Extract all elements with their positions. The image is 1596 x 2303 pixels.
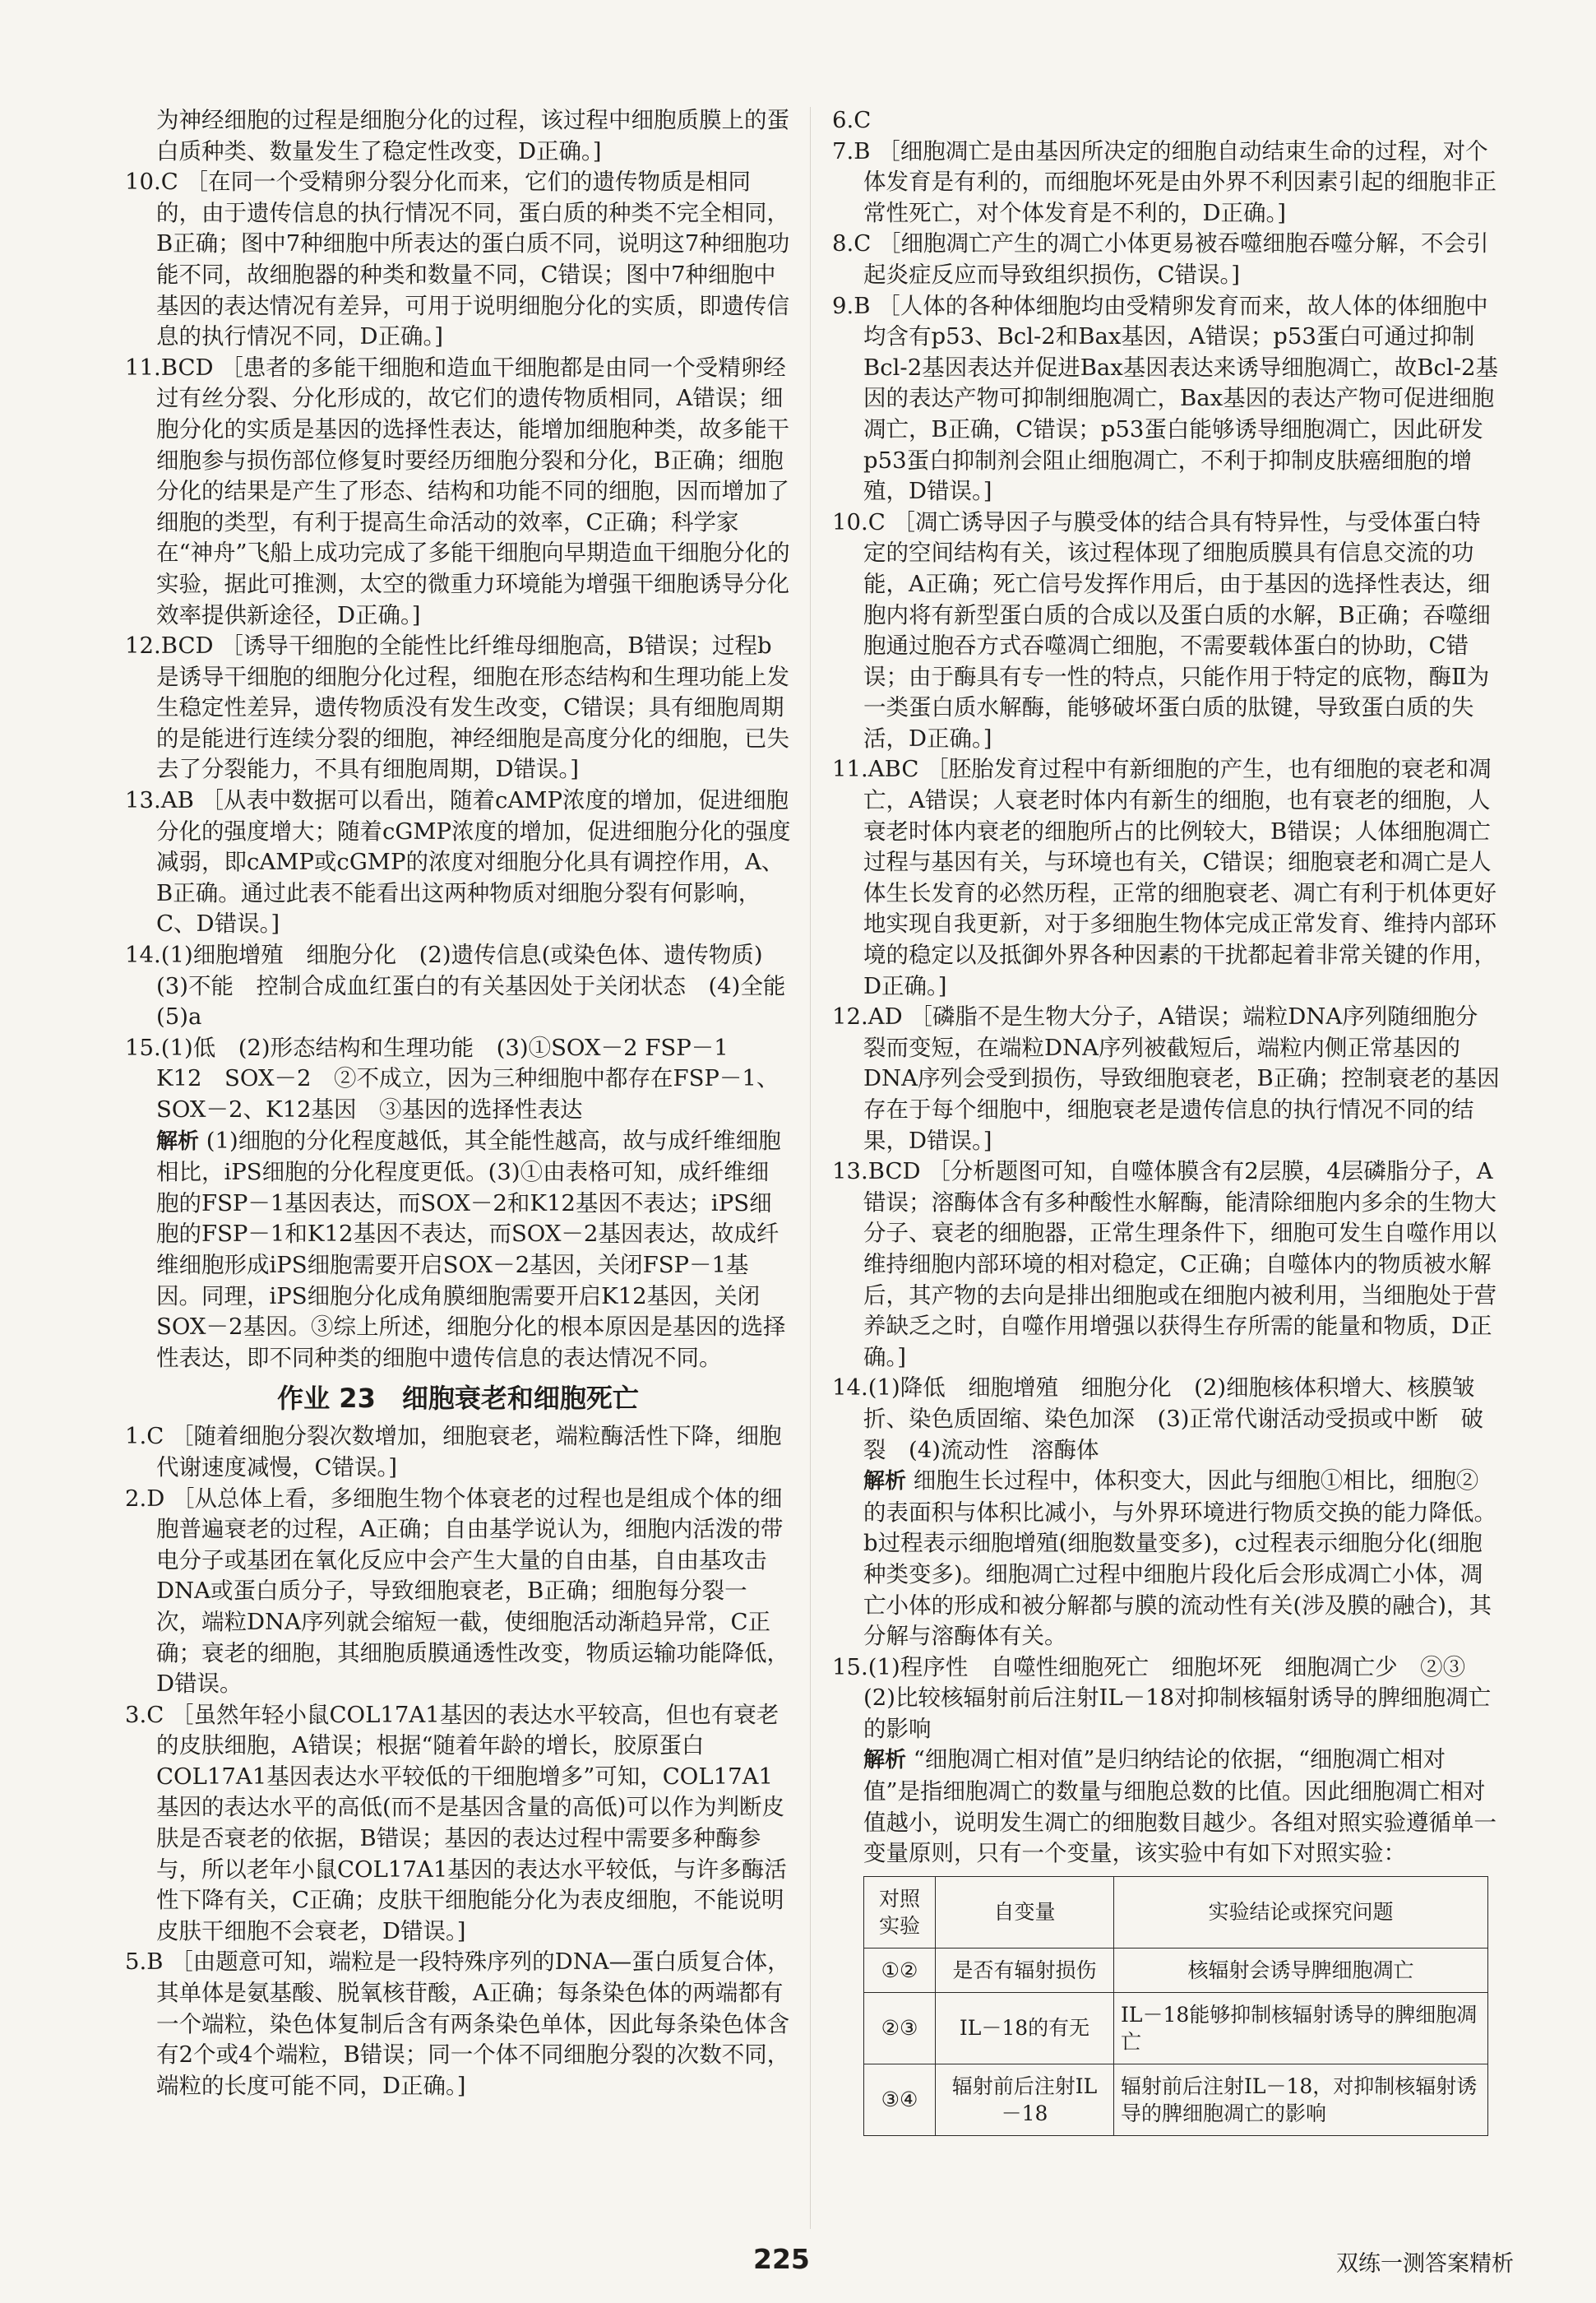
book-title: 双练一测答案精析	[1336, 2251, 1514, 2277]
answer-9-continuation: 为神经细胞的过程是细胞分化的过程，该过程中细胞质膜上的蛋白质种类、数量发生了稳定性改变，D正确。]	[156, 107, 789, 164]
table-cell: ③④	[864, 2064, 936, 2135]
table-header: 对照实验	[864, 1876, 936, 1948]
analysis-label: 解析	[156, 1128, 200, 1154]
s-answer-2: 2.D ［从总体上看，多细胞生物个体衰老的过程也是组成个体的细胞普遍衰老的过程，A正确；自由基学说认为，细胞内活泼的带电分子或基团在氧化反应中会产生大量的自由基，自由基攻击DNA或蛋白质分子，导致细胞衰老，B正确；细胞每分裂一次，端粒DNA序列就会缩短一截，使细胞活动渐趋异常，C正确；衰老的细胞，其细胞质膜通透性改变，物质运输功能降低，D错误。	[125, 1485, 789, 1698]
analysis-label: 解析	[863, 1748, 907, 1773]
s-answer-10: 10.C ［凋亡诱导因子与膜受体的结合具有特异性，与受体蛋白特定的空间结构有关，该过程体现了细胞质膜具有信息交流的功能，A正确；死亡信号发挥作用后，由于基因的选择性表达，细胞内将有新型蛋白质的合成以及蛋白质的水解，B正确；吞噬细胞通过胞吞方式吞噬凋亡细胞，不需要载体蛋白的协助，C错误；由于酶具有专一性的特点，只能作用于特定的底物，酶Ⅱ为一类蛋白质水解酶，能够破坏蛋白质的肽键，导致蛋白质的失活，D正确。]	[832, 508, 1491, 752]
answer-15: 15.(1)低 (2)形态结构和生理功能 (3)①SOX－2 FSP－1 K12 SOX－2 ②不成立，因为三种细胞中都存在FSP－1、SOX－2、K12基因 ③基因的选择性表达	[125, 1034, 779, 1123]
table-cell: IL－18的有无	[936, 1992, 1114, 2064]
analysis-15-right	[832, 1745, 1500, 1869]
s-answer-1: 1.C ［随着细胞分裂次数增加，细胞衰老，端粒酶活性下降，细胞代谢速度减慢，C错误。]	[125, 1423, 782, 1480]
table-cell: 辐射前后注射IL－18	[936, 2064, 1114, 2135]
s-answer-5: 5.B ［由题意可知，端粒是一段特殊序列的DNA—蛋白质复合体，其单体是氨基酸、脱氧核苷酸，A正确；每条染色体的两端都有一个端粒，染色体复制后含有两条染色单体，因此每条染色体含有2个或4个端粒，B错误；同一个体不同细胞分裂的次数不同，端粒的长度可能不同，D正确。]	[125, 1949, 790, 2099]
table-row	[864, 1948, 1488, 1992]
table-cell: 核辐射会诱导脾细胞凋亡	[1114, 1948, 1488, 1992]
s-answer-6: 6.C	[832, 107, 872, 133]
left-column	[125, 105, 808, 2101]
answer-10: 10.C ［在同一个受精卵分裂分化而来，它们的遗传物质是相同的，由于遗传信息的执行情况不同，蛋白质的种类不完全相同，B正确；图中7种细胞中所表达的蛋白质不同，说明这7种细胞功能不同，故细胞器的种类和数量不同，C错误；图中7种细胞中基因的表达情况有差异，可用于说明细胞分化的实质，即遗传信息的执行情况不同，D正确。]	[125, 169, 790, 350]
analysis-label: 解析	[863, 1469, 907, 1494]
table-cell: ②③	[864, 1992, 936, 2064]
answer-11: 11.BCD ［患者的多能干细胞和造血干细胞都是由同一个受精卵经过有丝分裂、分化形成的，故它们的遗传物质相同，A错误；细胞分化的实质是基因的选择性表达，能增加细胞种类，故多能干细胞参与损伤部位修复时要经历细胞分裂和分化，B正确；细胞分化的结果是产生了形态、结构和功能不同的细胞，因而增加了细胞的类型，有利于提高生命活动的效率，C正确；科学家在“神舟”飞船上成功完成了多能干细胞向早期造血干细胞分化的实验，据此可推测，太空的微重力环境能为增强干细胞诱导分化效率提供新途径，D正确。]	[125, 354, 790, 628]
s-answer-3: 3.C ［虽然年轻小鼠COL17A1基因的表达水平较高，但也有衰老的皮肤细胞，A错误；根据“随着年龄的增长，胶原蛋白COL17A1基因表达水平较低的干细胞增多”可知，COL17A1基因的表达水平的高低(而不是基因含量的高低)可以作为判断皮肤是否衰老的依据，B错误；基因的表达过程中需要多种酶参与，所以老年小鼠COL17A1基因的表达水平较低，与许多酶活性下降有关，C正确；皮肤干细胞能分化为表皮细胞，不能说明皮肤干细胞不会衰老，D错误。]	[125, 1701, 787, 1944]
s-answer-14: 14.(1)降低 细胞增殖 细胞分化 (2)细胞核体积增大、核膜皱折、染色质固缩、染色加深 (3)正常代谢活动受损或中断 破裂 (4)流动性 溶酶体	[832, 1374, 1483, 1463]
answer-12: 12.BCD ［诱导干细胞的全能性比纤维母细胞高，B错误；过程b是诱导干细胞的细胞分化过程，细胞在形态结构和生理功能上发生稳定性差异，遗传物质没有发生改变，C错误；具有细胞周期的是能进行连续分裂的细胞，神经细胞是高度分化的细胞，已失去了分裂能力，不具有细胞周期，D错误。]	[125, 633, 789, 783]
section-title: 作业 23 细胞衰老和细胞死亡	[277, 1383, 639, 1415]
table-cell: ①②	[864, 1948, 936, 1992]
analysis-15	[125, 1126, 791, 1374]
table-header: 实验结论或探究问题	[1114, 1876, 1488, 1948]
s-answer-12: 12.AD ［磷脂不是生物大分子，A错误；端粒DNA序列随细胞分裂而变短，在端粒DNA序列被截短后，端粒内侧正常基因的DNA序列会受到损伤，导致细胞衰老，B正确；控制衰老的基因存在于每个细胞中，细胞衰老是遗传信息的执行情况不同的结果，D错误。]	[832, 1003, 1500, 1154]
experiment-table	[863, 1876, 1488, 2136]
answer-14: 14.(1)细胞增殖 细胞分化 (2)遗传信息(或染色体、遗传物质) (3)不能 控制合成血红蛋白的有关基因处于关闭状态 (4)全能 (5)a	[125, 942, 808, 1031]
analysis-text: “细胞凋亡相对值”是归纳结论的依据，“细胞凋亡相对值”是指细胞凋亡的数量与细胞总数的比值。因此细胞凋亡相对值越小，说明发生凋亡的细胞数目越少。各组对照实验遵循单一变量原则，只有一个变量，该实验中有如下对照实验：	[863, 1746, 1497, 1867]
s-answer-9: 9.B ［人体的各种体细胞均由受精卵发育而来，故人体的体细胞中均含有p53、Bcl-2和Bax基因，A错误；p53蛋白可通过抑制Bcl-2基因表达并促进Bax基因表达来诱导细胞凋亡，故Bcl-2基因的表达产物可抑制细胞凋亡，Bax基因的表达产物可促进细胞凋亡，B正确，C错误；p53蛋白能够诱导细胞凋亡，因此研发p53蛋白抑制剂会阻止细胞凋亡，不利于抑制皮肤癌细胞的增殖，D错误。]	[832, 292, 1498, 505]
table-header: 自变量	[936, 1876, 1114, 1948]
s-answer-13: 13.BCD ［分析题图可知，自噬体膜含有2层膜，4层磷脂分子，A错误；溶酶体含有多种酸性水解酶，能清除细胞内多余的生物大分子、衰老的细胞器，正常生理条件下，细胞可发生自噬作用以维持细胞内部环境的相对稳定，C正确；自噬体内的物质被水解后，其产物的去向是排出细胞或在细胞内被利用，当细胞处于营养缺乏之时，自噬作用增强以获得生存所需的能量和物质，D正确。]	[832, 1158, 1497, 1370]
page-number: 225	[753, 2243, 810, 2275]
table-cell: 是否有辐射损伤	[936, 1948, 1114, 1992]
s-answer-11: 11.ABC ［胚胎发育过程中有新细胞的产生，也有细胞的衰老和凋亡，A错误；人衰老时体内有新生的细胞，也有衰老的细胞，人衰老时体内衰老的细胞所占的比例较大，B错误；人体细胞凋亡过程与基因有关，与环境也有关，C错误；细胞衰老和凋亡是人体生长发育的必然历程，正常的细胞衰老、凋亡有利于机体更好地实现自我更新，对于多细胞生物体完成正常发育、维持内部环境的稳定以及抵御外界各种因素的干扰都起着非常关键的作用，D正确。]	[832, 756, 1497, 999]
s-answer-7: 7.B ［细胞凋亡是由基因所决定的细胞自动结束生命的过程，对个体发育是有利的，而细胞坏死是由外界不利因素引起的细胞非正常性死亡，对个体发育是不利的，D正确。]	[832, 137, 1497, 226]
table-row	[864, 1992, 1488, 2064]
analysis-text: 细胞生长过程中，体积变大，因此与细胞①相比，细胞②的表面积与体积比减小，与外界环境进行物质交换的能力降低。b过程表示细胞增殖(细胞数量变多)，c过程表示细胞分化(细胞种类变多)。细胞凋亡过程中细胞片段化后会形成凋亡小体，凋亡小体的形成和被分解都与膜的流动性有关(涉及膜的融合)，其分解与溶酶体有关。	[863, 1467, 1497, 1650]
table-cell: IL－18能够抑制核辐射诱导的脾细胞凋亡	[1114, 1992, 1488, 2064]
column-divider	[810, 107, 811, 2229]
table-cell: 辐射前后注射IL－18，对抑制核辐射诱导的脾细胞凋亡的影响	[1114, 2064, 1488, 2135]
table-header-row	[864, 1876, 1488, 1948]
table-row	[864, 2064, 1488, 2135]
s-answer-15: 15.(1)程序性 自噬性细胞死亡 细胞坏死 细胞凋亡少 ②③ (2)比较核辐射前后注射IL－18对抑制核辐射诱导的脾细胞凋亡的影响	[832, 1653, 1492, 1742]
analysis-text: (1)细胞的分化程度越低，其全能性越高，故与成纤维细胞相比，iPS细胞的分化程度更低。(3)①由表格可知，成纤维细胞的FSP－1基因表达，而SOX－2和K12基因不表达；iPS细胞的FSP－1和K12基因不表达，而SOX－2基因表达，故成纤维细胞形成iPS细胞需要开启SOX－2基因，关闭FSP－1基因。同理，iPS细胞分化成角膜细胞需要开启K12基因，关闭SOX－2基因。③综上所述，细胞分化的根本原因是基因的选择性表达，即不同种类的细胞中遗传信息的表达情况不同。	[156, 1127, 786, 1371]
answer-13: 13.AB ［从表中数据可以看出，随着cAMP浓度的增加，促进细胞分化的强度增大；随着cGMP浓度的增加，促进细胞分化的强度减弱，即cAMP或cGMP的浓度对细胞分化具有调控作用，A、B正确。通过此表不能看出这两种物质对细胞分裂有何影响，C、D错误。]	[125, 787, 791, 938]
analysis-14	[832, 1466, 1500, 1652]
right-column	[832, 105, 1500, 2136]
s-answer-8: 8.C ［细胞凋亡产生的凋亡小体更易被吞噬细胞吞噬分解，不会引起炎症反应而导致组织损伤，C错误。]	[832, 230, 1489, 288]
